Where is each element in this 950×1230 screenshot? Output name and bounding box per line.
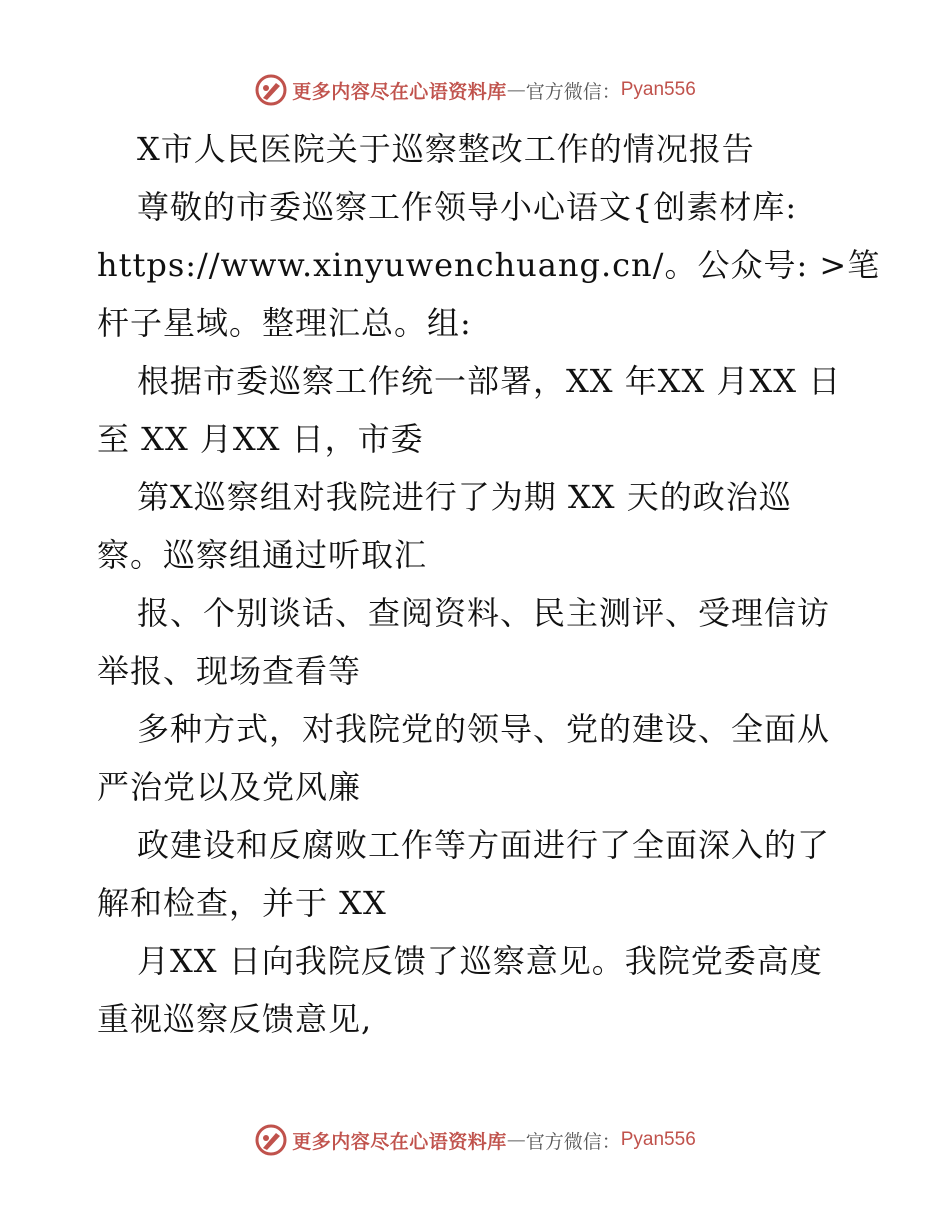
- text-line: 第X巡察组对我院进行了为期 XX 天的政治巡: [137, 478, 792, 516]
- text-line: 杆子星域。整理汇总。组:: [97, 304, 472, 342]
- banner-brand: 更多内容尽在心语资料库: [292, 1130, 507, 1153]
- banner-brand: 更多内容尽在心语资料库: [292, 80, 507, 103]
- text-line: 报、个别谈话、查阅资料、民主测评、受理信访: [137, 594, 831, 632]
- banner-dash: —: [506, 79, 526, 101]
- header-banner: [0, 70, 950, 110]
- banner-label: 官方微信：: [525, 1130, 621, 1153]
- banner-wechat-id: Pyan556: [620, 1129, 696, 1150]
- text-line: 至 XX 月XX 日，市委: [97, 420, 424, 458]
- banner-label: 官方微信：: [525, 80, 621, 103]
- text-line: 重视巡察反馈意见,: [97, 1000, 373, 1038]
- text-line: 月XX 日向我院反馈了巡察意见。我院党委高度: [137, 942, 823, 980]
- document-body: [97, 120, 881, 1048]
- text-line: 解和检查，并于 XX: [97, 884, 387, 922]
- text-line: 尊敬的市委巡察工作领导小心语文{创素材库:: [137, 188, 798, 226]
- banner-dash: —: [506, 1129, 526, 1151]
- banner-wechat-id: Pyan556: [620, 79, 696, 100]
- document-title: X市人民医院关于巡察整改工作的情况报告: [137, 130, 755, 168]
- text-line: 严治党以及党风廉: [97, 768, 362, 806]
- text-line: 多种方式，对我院党的领导、党的建设、全面从: [137, 710, 831, 748]
- pen-logo-icon: [254, 73, 288, 107]
- text-line: 察。巡察组通过听取汇: [97, 536, 428, 574]
- text-line: https://www.xinyuwenchuang.cn/。公众号: >笔: [97, 246, 881, 284]
- text-line: 举报、现场查看等: [97, 652, 362, 690]
- pen-logo-icon: [254, 1123, 288, 1157]
- text-line: 政建设和反腐败工作等方面进行了全面深入的了: [137, 826, 831, 864]
- footer-banner: [0, 1120, 950, 1160]
- text-line: 根据市委巡察工作统一部署，XX 年XX 月XX 日: [137, 362, 842, 400]
